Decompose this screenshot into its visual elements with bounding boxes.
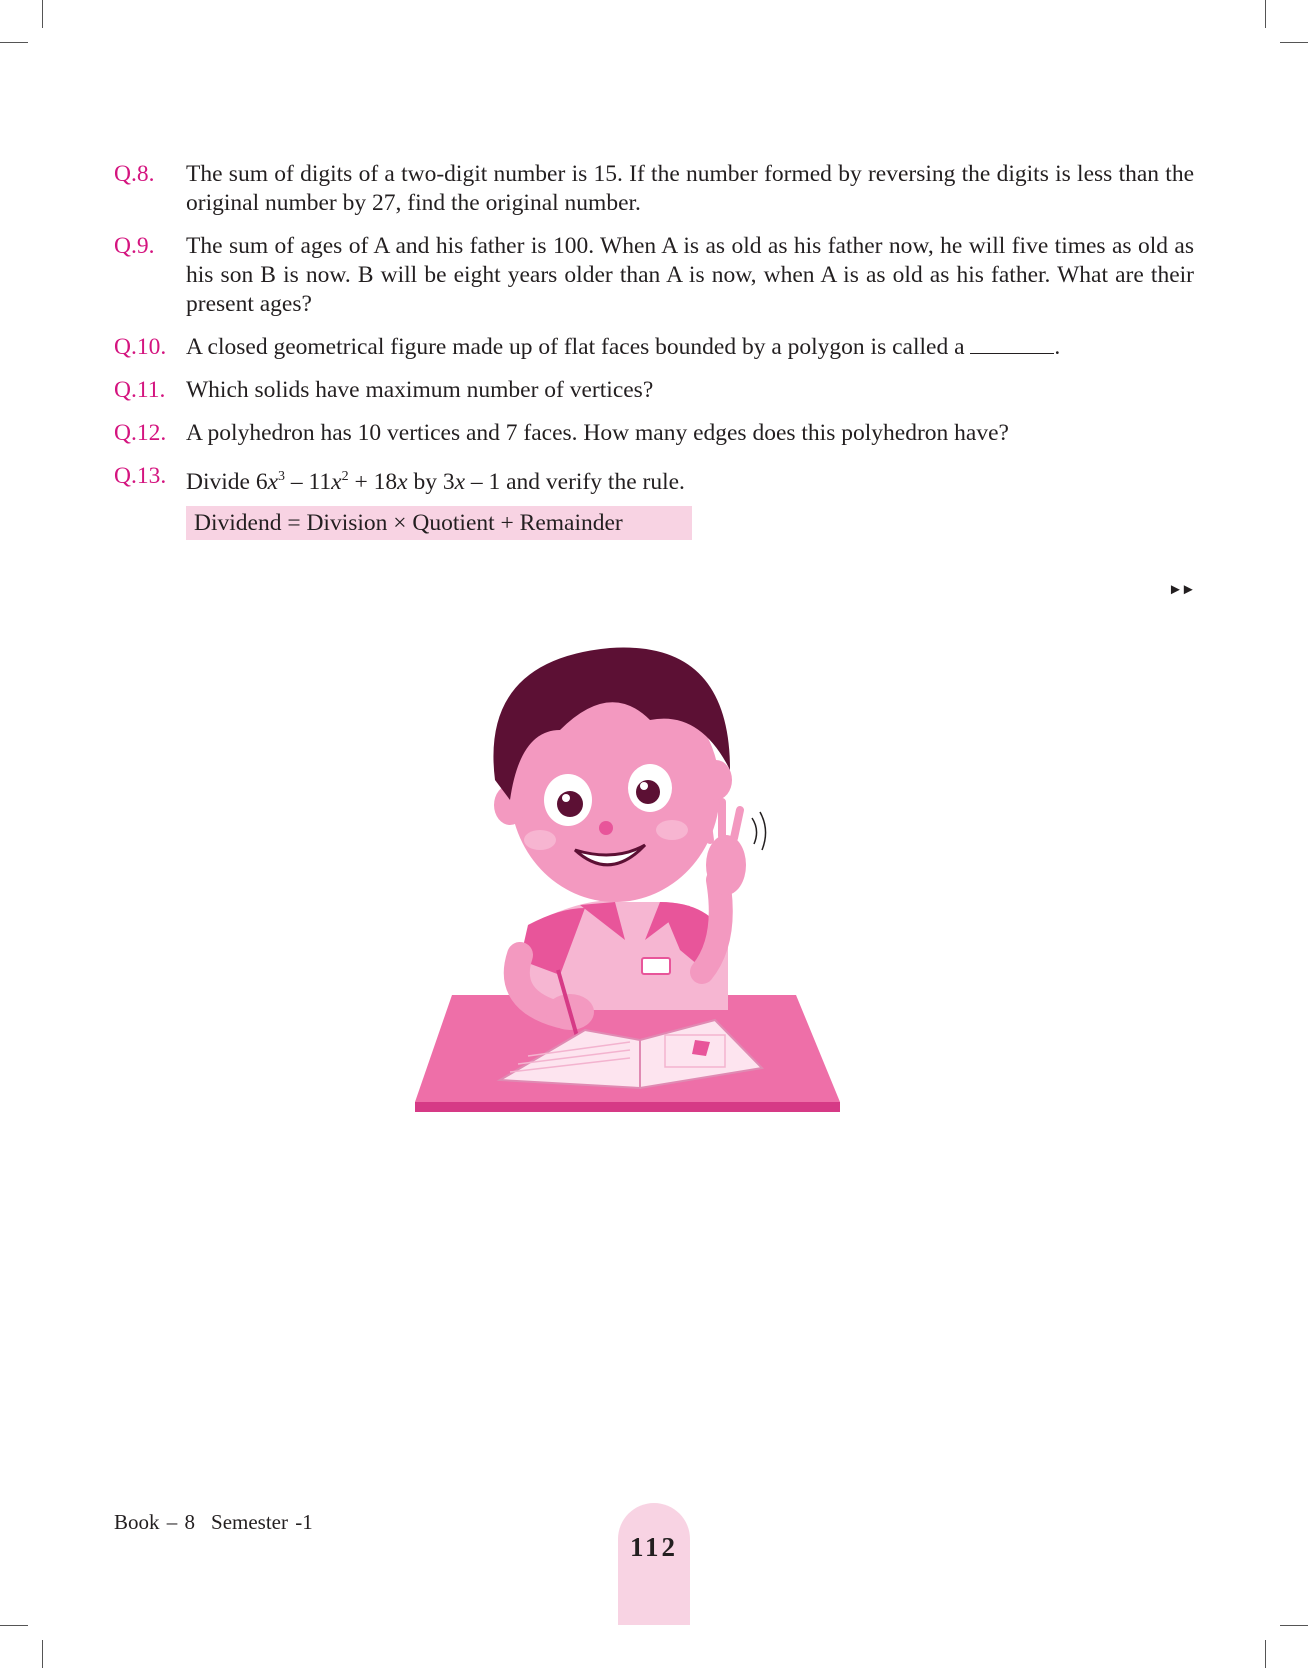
question-10 [114, 333, 1194, 362]
crop-mark [42, 1640, 43, 1668]
page-number: 112 [629, 1532, 678, 1562]
question-8 [114, 160, 1194, 218]
variable: x [454, 468, 465, 495]
question-text-suffix: . [1054, 334, 1061, 360]
question-text: The sum of ages of A and his father is 100. When A is as old as his father now, he will five times as old as his son B is now. B will be eight years older than A is now, when A is as old as his father. What are their present ages? [186, 233, 1194, 317]
footer-book-info [114, 1510, 313, 1535]
next-arrows-icon: ►► [1168, 582, 1194, 598]
raised-hand [706, 835, 746, 895]
question-9 [114, 232, 1194, 319]
desk-edge [415, 1102, 840, 1112]
book-label: Book – 8 [114, 1510, 196, 1534]
fill-in-blank [970, 333, 1054, 354]
crop-mark [1280, 42, 1308, 43]
question-12 [114, 419, 1194, 448]
variable: x [267, 468, 279, 495]
question-text: A polyhedron has 10 vertices and 7 faces. How many edges does this polyhedron have? [186, 420, 1009, 446]
left-pupil [557, 791, 583, 817]
crop-mark [0, 42, 28, 43]
crop-mark [42, 0, 43, 28]
question-number: Q.8. [114, 161, 155, 187]
page-number-tab [618, 1503, 690, 1625]
question-text: The sum of digits of a two-digit number is 15. If the number formed by reversing the digits is less than the original number by 27, find the original number. [186, 161, 1194, 216]
nose [599, 821, 613, 835]
right-pupil [636, 780, 660, 804]
question-number: Q.12. [114, 420, 167, 446]
text-part: – 11 [285, 468, 332, 495]
question-text-body: A closed geometrical figure made up of flat faces bounded by a polygon is called a [186, 334, 965, 360]
variable: x [397, 468, 408, 495]
right-cheek [656, 820, 688, 840]
boy-writing-illustration [410, 640, 870, 1118]
shirt-pocket [642, 958, 670, 974]
question-number: Q.11. [114, 377, 166, 403]
text-part: Divide 6 [186, 468, 268, 495]
text-part: by 3 [407, 468, 455, 495]
question-text: Which solids have maximum number of vertices? [186, 377, 654, 403]
text-part: + 18 [348, 468, 398, 495]
question-number: Q.10. [114, 334, 167, 360]
question-number: Q.9. [114, 233, 155, 259]
rule-highlight-box: Dividend = Division × Quotient + Remainder [186, 506, 692, 540]
text-part: – 1 and verify the rule. [465, 468, 685, 495]
question-text [186, 462, 1194, 497]
crop-mark [1280, 1625, 1308, 1626]
crop-mark [0, 1625, 28, 1626]
right-ear [700, 760, 732, 800]
question-13 [114, 462, 1194, 497]
question-number: Q.13. [114, 463, 167, 489]
question-text [186, 333, 1194, 362]
question-11 [114, 376, 1194, 405]
variable: x [331, 468, 342, 495]
crop-mark [1265, 0, 1266, 28]
exponent: 3 [278, 469, 286, 484]
exponent: 2 [341, 469, 349, 484]
left-cheek [524, 830, 556, 850]
semester-label: Semester -1 [211, 1510, 313, 1534]
crop-mark [1265, 1640, 1266, 1668]
